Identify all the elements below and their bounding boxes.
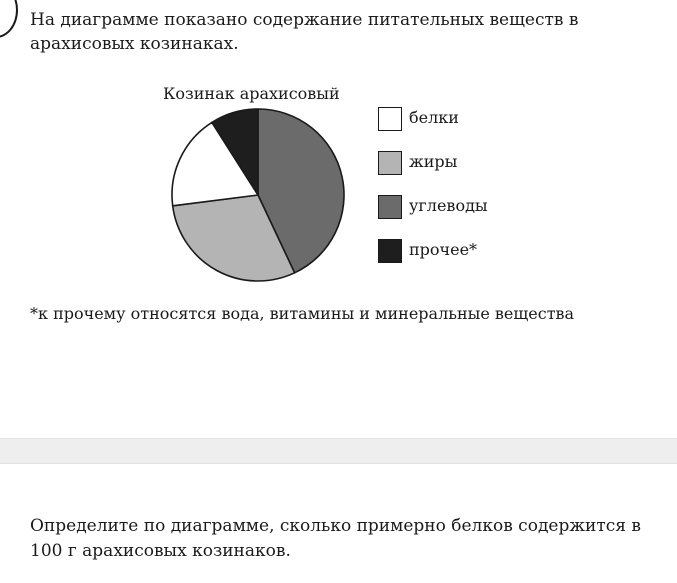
pie-chart (168, 105, 348, 285)
legend-swatch-proteins (378, 107, 402, 131)
section-divider (0, 438, 677, 464)
legend-item-fats (378, 149, 578, 193)
legend-label-other: прочее* (409, 240, 478, 259)
chart-legend (378, 105, 578, 281)
legend-item-other (378, 237, 578, 281)
chart-title: Козинак арахисовый (163, 84, 340, 103)
legend-label-proteins: белки (409, 108, 459, 127)
legend-swatch-fats (378, 151, 402, 175)
legend-swatch-carbohydrates (378, 195, 402, 219)
question-text: Определите по диаграмме, сколько примерно белков содержится в 100 г арахисовых козинаков. (30, 516, 641, 561)
footnote: *к прочему относятся вода, витамины и минеральные вещества (30, 304, 575, 323)
legend-label-fats: жиры (409, 152, 458, 171)
legend-item-carbohydrates (378, 193, 578, 237)
legend-item-proteins (378, 105, 578, 149)
question-number-circle (0, 0, 18, 38)
legend-swatch-other (378, 239, 402, 263)
problem-statement: На диаграмме показано содержание питательных веществ в арахисовых козинаках. (30, 10, 579, 54)
legend-label-carbohydrates: углеводы (409, 196, 488, 215)
